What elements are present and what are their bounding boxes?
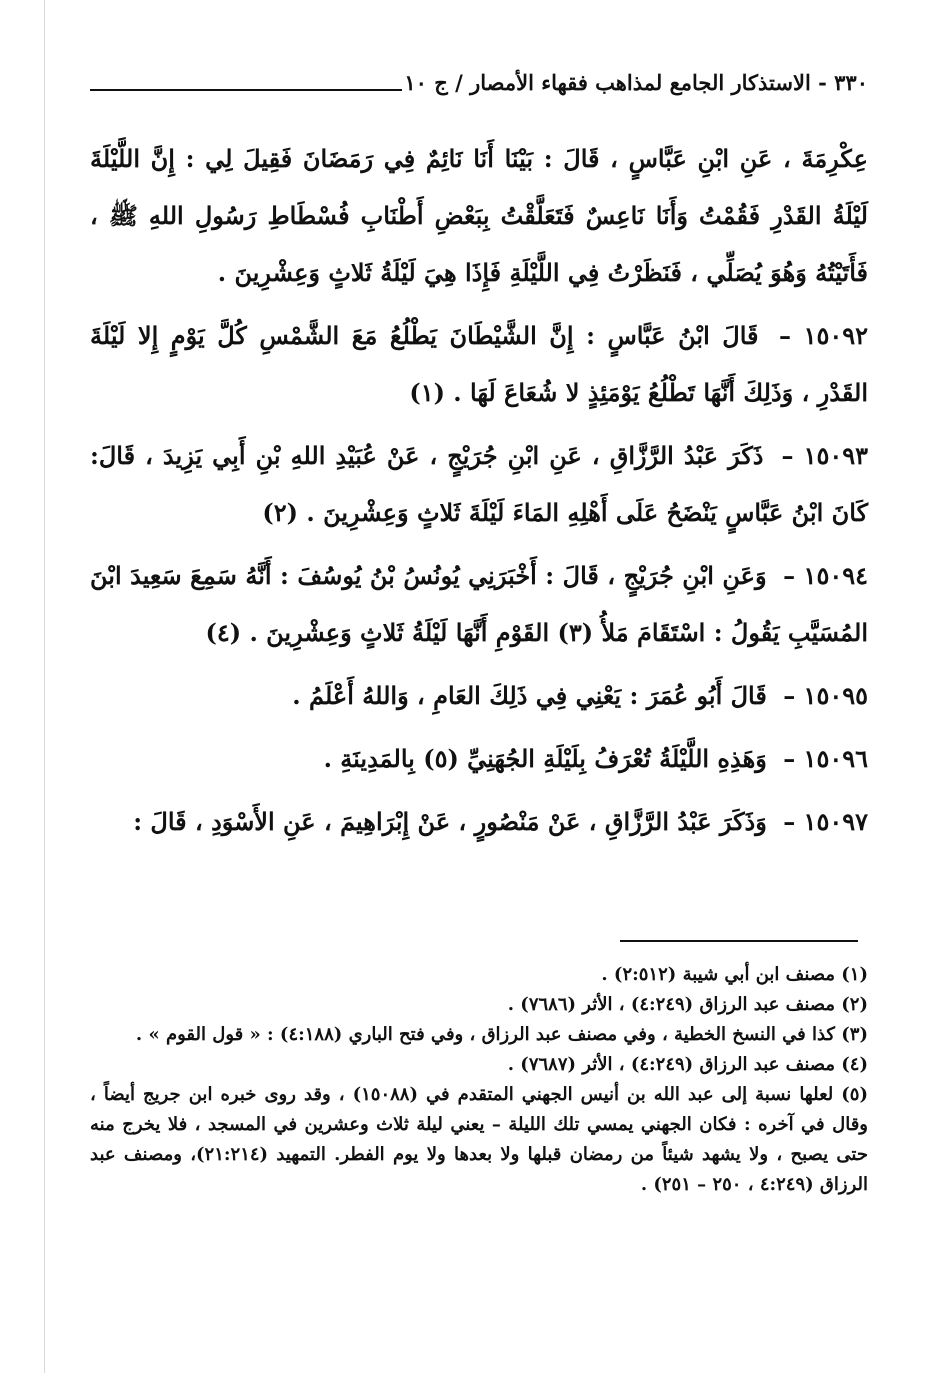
paragraph-15094 — [90, 547, 868, 661]
footnote-separator — [620, 940, 858, 942]
item-number: ١٥٠٩٢ – — [779, 321, 869, 350]
header-rule — [90, 89, 402, 91]
footnote-4: (٤) مصنف عبد الرزاق (٤:٢٤٩) ، الأثر (٧٦٨٧) . — [507, 1054, 868, 1075]
footnote-3: (٣) كذا في النسخ الخطية ، وفي مصنف عبد الرزاق ، وفي فتح الباري (٤:١٨٨) : « قول القوم » . — [135, 1024, 868, 1045]
footnote-1: (١) مصنف ابن أبي شيبة (٢:٥١٢) . — [601, 964, 868, 985]
page-header — [90, 66, 868, 100]
footnote-5: (٥) لعلها نسبة إلى عبد الله بن أنيس الجهني المتقدم في (١٥٠٨٨) ، وقد روى خبره ابن جريج أيضاً ، وقال في آخره : فكان الجهني يمسي تلك الليلة – يعني ليلة ثلاث وعشرين في المسجد ، فلا يخرج منه حتى يصبح ، ولا يشهد شيئاً من رمضان قبلها ولا بعدها ولا يوم الفطر. التمهيد (٢١:٢١٤)، ومصنف عبد الرزاق (٤:٢٤٩ ، ٢٥٠ – ٢٥١) . — [90, 1084, 868, 1195]
item-number: ١٥٠٩٦ – — [783, 744, 868, 773]
footnotes — [90, 960, 868, 1200]
paragraph-15096 — [90, 730, 868, 787]
footnote-2: (٢) مصنف عبد الرزاق (٤:٢٤٩) ، الأثر (٧٦٨٦) . — [507, 994, 868, 1015]
paragraph-text: وَعَنِ ابْنِ جُرَيْجٍ ، قَالَ : أَخْبَرَنِي يُونُسُ بْنُ يُوسُفَ : أَنَّهُ سَمِعَ سَعِيدَ ابْنَ المُسَيَّبِ يَقُولُ : اسْتَقَامَ مَلأُ (٣) القَوْمِ أَنَّهَا لَيْلَةُ ثَلاثٍ وَعِشْرِينَ . (٤) — [90, 561, 868, 647]
paragraph-text: وَهَذِهِ اللَّيْلَةُ تُعْرَفُ بِلَيْلَةِ الجُهَنِيِّ (٥) بِالمَدِينَةِ . — [323, 744, 767, 773]
scan-edge-line — [44, 0, 45, 1373]
item-number: ١٥٠٩٤ – — [783, 561, 868, 590]
paragraph-15095 — [90, 667, 868, 724]
paragraph-1: عِكْرِمَةَ ، عَنِ ابْنِ عَبَّاسٍ ، قَالَ : بَيْنَا أَنَا نَائِمٌ فِي رَمَضَانَ فَقِيلَ لِي : إِنَّ اللَّيْلَةَ لَيْلَةُ القَدْرِ فَقُمْتُ وَأَنَا نَاعِسٌ فَتَعَلَّقْتُ بِبَعْضِ أَطْنَابِ فُسْطَاطِ رَسُولِ اللهِ ﷺ ، فَأَتَيْتُهُ وَهُوَ يُصَلِّي ، فَنَظَرْتُ فِي اللَّيْلَةِ فَإِذَا هِيَ لَيْلَةُ ثَلاثٍ وَعِشْرِينَ . — [90, 144, 869, 287]
paragraph-lead: قَالَ أَبُو عُمَرَ : — [629, 681, 767, 710]
paragraph-15097 — [90, 793, 868, 850]
item-number: ١٥٠٩٣ – — [781, 441, 869, 470]
paragraph-text: وَذَكَرَ عَبْدُ الرَّزَّاقِ ، عَنْ مَنْصُورٍ ، عَنْ إِبْرَاهِيمَ ، عَنِ الأَسْوَدِ ، قَالَ : — [133, 807, 767, 836]
paragraph-15092 — [90, 307, 868, 421]
running-title: ٣٣٠ - الاستذكار الجامع لمذاهب فقهاء الأمصار / ج ١٠ — [404, 70, 868, 95]
item-number: ١٥٠٩٥ – — [783, 681, 868, 710]
paragraph-15093 — [90, 427, 868, 541]
paragraph-text: قَالَ ابْنُ عَبَّاسٍ : إِنَّ الشَّيْطَانَ يَطْلُعُ مَعَ الشَّمْسِ كُلَّ يَوْمٍ إِلا لَيْلَةَ القَدْرِ ، وَذَلِكَ أَنَّهَا تَطْلُعُ يَوْمَئِذٍ لا شُعَاعَ لَهَا . (١) — [90, 321, 868, 407]
paragraph-text: يَعْنِي فِي ذَلِكَ العَامِ ، وَاللهُ أَعْلَمُ . — [292, 681, 622, 710]
paragraph-text: ذَكَرَ عَبْدُ الرَّزَّاقِ ، عَنِ ابْنِ جُرَيْجٍ ، عَنْ عُبَيْدِ اللهِ بْنِ أَبِي يَزِيدَ ، قَالَ: كَانَ ابْنُ عَبَّاسٍ يَنْضَحُ عَلَى أَهْلِهِ المَاءَ لَيْلَةَ ثَلاثٍ وَعِشْرِينَ . (٢) — [90, 441, 868, 527]
main-text — [90, 130, 868, 856]
item-number: ١٥٠٩٧ – — [783, 807, 868, 836]
